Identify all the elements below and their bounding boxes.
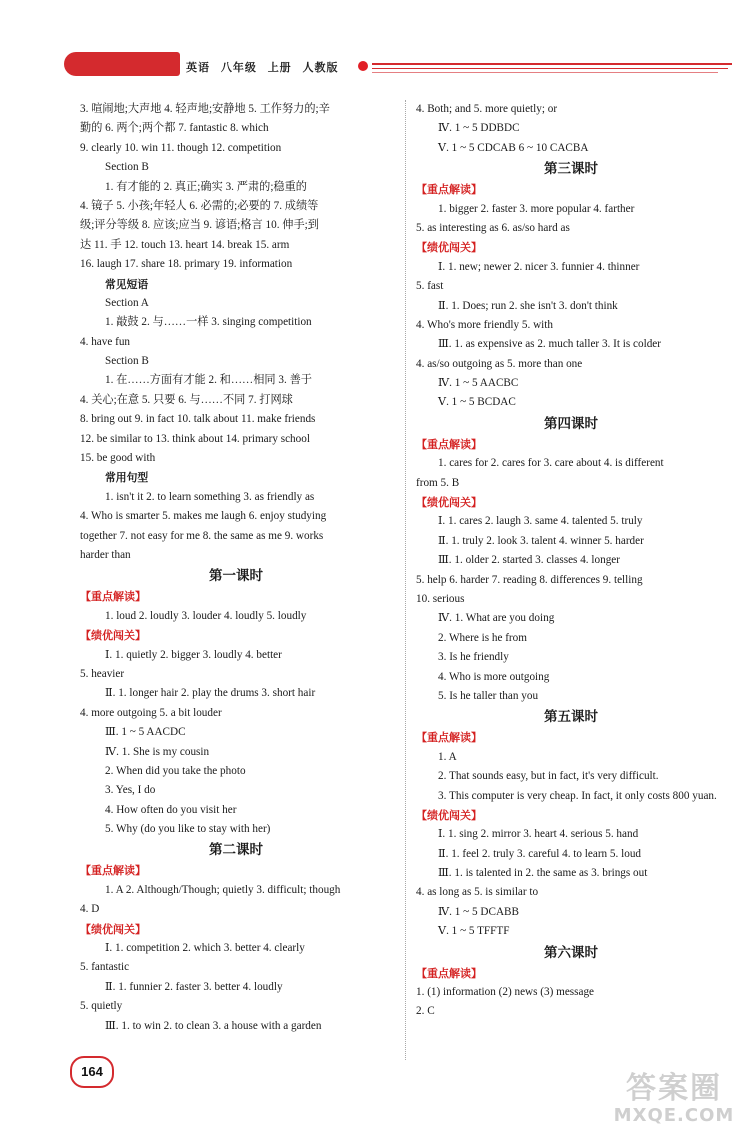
answer-line: Ⅱ. 1. truly 2. look 3. talent 4. winner 5. harder — [438, 534, 644, 547]
answer-line: 1. loud 2. loudly 3. louder 4. loudly 5. loudly — [105, 609, 307, 622]
answer-line: Ⅳ. 1 ~ 5 DDBDC — [438, 122, 520, 135]
answer-column-right — [416, 100, 726, 1022]
series-badge — [64, 52, 180, 76]
section-label: 【重点解读】 — [416, 966, 482, 980]
answer-line: 达 11. 手 12. touch 13. heart 14. break 15. arm — [80, 238, 290, 251]
answer-line: 4. as/so outgoing as 5. more than one — [416, 357, 583, 370]
column-divider — [405, 100, 406, 1060]
page-number: 164 — [81, 1064, 103, 1079]
answer-line: Ⅰ. 1. sing 2. mirror 3. heart 4. serious 5. hand — [438, 828, 639, 841]
answer-line: 1. A — [438, 750, 457, 763]
answer-line: 12. be similar to 13. think about 14. primary school — [80, 432, 310, 445]
answer-line: Ⅳ. 1. She is my cousin — [105, 745, 210, 758]
answer-line: Ⅰ. 1. new; newer 2. nicer 3. funnier 4. thinner — [438, 260, 640, 273]
answer-line: Ⅰ. 1. competition 2. which 3. better 4. clearly — [105, 942, 305, 955]
volume-label: 上册 — [267, 61, 292, 74]
answer-line: 15. be good with — [80, 452, 156, 465]
grade-label: 八年级 — [220, 61, 257, 74]
answer-line: Ⅴ. 1 ~ 5 BCDAC — [438, 396, 516, 409]
section-label: 【绩优闯关】 — [416, 808, 482, 822]
answer-line: 4. Both; and 5. more quietly; or — [416, 103, 558, 115]
answer-line: from 5. B — [416, 476, 460, 489]
lesson-heading: 第五课时 — [544, 709, 598, 726]
answer-line: Ⅲ. 1. older 2. started 3. classes 4. longer — [438, 554, 620, 567]
answer-line: together 7. not easy for me 8. the same as me 9. works — [80, 529, 324, 542]
answer-line: 3. Is he friendly — [438, 651, 509, 664]
section-label: 【重点解读】 — [80, 864, 146, 878]
answer-line: 4. D — [80, 903, 100, 916]
answer-line: 5. Is he taller than you — [438, 689, 539, 702]
site-watermark — [604, 1072, 744, 1128]
answer-line: 4. more outgoing 5. a bit louder — [80, 706, 222, 719]
answer-line: 勤的 6. 两个;两个都 7. fantastic 8. which — [80, 122, 269, 135]
header-rule-1 — [372, 63, 732, 65]
category-heading: 常用句型 — [105, 471, 149, 485]
answer-line: Ⅲ. 1. is talented in 2. the same as 3. brings out — [438, 867, 648, 880]
watermark-url: MXQE.COM — [613, 1105, 735, 1126]
header-dot — [358, 61, 368, 71]
answer-line: 5. fast — [416, 280, 444, 293]
answer-line: 8. bring out 9. in fact 10. talk about 11. make friends — [80, 413, 316, 426]
page-number-badge — [70, 1056, 112, 1086]
answer-line: Ⅰ. 1. quietly 2. bigger 3. loudly 4. better — [105, 648, 282, 661]
answer-line: 3. 喧闹地;大声地 4. 轻声地;安静地 5. 工作努力的;辛 — [80, 103, 330, 115]
answer-line: 5. help 6. harder 7. reading 8. differences 9. telling — [416, 573, 643, 586]
answer-line: 4. 关心;在意 5. 只要 6. 与……不同 7. 打网球 — [80, 393, 293, 406]
section-label: 【绩优闯关】 — [416, 241, 482, 255]
answer-line: 级;评分等级 8. 应该;应当 9. 谚语;格言 10. 伸手;到 — [80, 219, 319, 232]
lesson-heading: 第三课时 — [544, 161, 598, 178]
lesson-heading: 第六课时 — [544, 944, 598, 961]
section-label: 【绩优闯关】 — [416, 496, 482, 510]
answer-line: Ⅲ. 1. as expensive as 2. much taller 3. It is colder — [438, 338, 661, 351]
page-header — [0, 0, 750, 90]
answer-line: 3. Yes, I do — [105, 784, 156, 797]
answer-line: 4. Who is more outgoing — [438, 670, 550, 683]
answer-line: 1. cares for 2. cares for 3. care about 4. is different — [438, 457, 664, 470]
answer-line: 4. have fun — [80, 335, 131, 348]
answer-line: Section B — [105, 355, 149, 368]
section-label: 【绩优闯关】 — [80, 629, 146, 643]
section-label: 【重点解读】 — [416, 437, 482, 451]
lesson-heading: 第二课时 — [209, 842, 263, 859]
answer-line: 5. heavier — [80, 667, 125, 680]
header-rule-2 — [372, 68, 728, 69]
answer-line: 1. bigger 2. faster 3. more popular 4. farther — [438, 202, 635, 215]
answer-line: Ⅲ. 1. to win 2. to clean 3. a house with a garden — [105, 1019, 322, 1032]
edition-label: 人教版 — [302, 61, 339, 74]
answer-line: Ⅱ. 1. funnier 2. faster 3. better 4. loudly — [105, 980, 283, 993]
answer-line: 2. C — [416, 1005, 435, 1018]
answer-line: Section A — [105, 296, 149, 309]
answer-line: 9. clearly 10. win 11. though 12. competition — [80, 141, 282, 154]
answer-line: 2. That sounds easy, but in fact, it's very difficult. — [438, 770, 659, 783]
answer-line: 10. serious — [416, 592, 465, 605]
answer-line: Ⅴ. 1 ~ 5 CDCAB 6 ~ 10 CACBA — [438, 141, 589, 154]
answer-line: 2. Where is he from — [438, 631, 527, 644]
answer-line: Ⅳ. 1 ~ 5 DCABB — [438, 905, 519, 918]
answer-line: 2. When did you take the photo — [105, 764, 246, 777]
answer-line: Ⅳ. 1 ~ 5 AACBC — [438, 377, 519, 390]
answer-column-left — [80, 100, 392, 1036]
category-heading: 常见短语 — [105, 277, 149, 291]
answer-line: 1. isn't it 2. to learn something 3. as friendly as — [105, 490, 315, 503]
section-label: 【重点解读】 — [416, 731, 482, 745]
answer-line: Ⅱ. 1. feel 2. truly 3. careful 4. to learn 5. loud — [438, 847, 642, 860]
answer-line: Section B — [105, 161, 149, 174]
header-rule-3 — [372, 72, 718, 73]
section-label: 【绩优闯关】 — [80, 922, 146, 936]
answer-line: 16. laugh 17. share 18. primary 19. information — [80, 258, 293, 271]
answer-line: 4. as long as 5. is similar to — [416, 886, 539, 899]
answer-line: 1. (1) information (2) news (3) message — [416, 986, 595, 999]
answer-line: 5. Why (do you like to stay with her) — [105, 823, 271, 836]
lesson-heading: 第一课时 — [209, 568, 263, 585]
answer-line: 4. 镜子 5. 小孩;年轻人 6. 必需的;必要的 7. 成绩等 — [80, 199, 319, 212]
answer-line: 5. as interesting as 6. as/so hard as — [416, 221, 570, 234]
answer-line: Ⅱ. 1. longer hair 2. play the drums 3. short hair — [105, 687, 316, 700]
subject-label: 英语 — [186, 61, 210, 74]
answer-line: Ⅰ. 1. cares 2. laugh 3. same 4. talented 5. truly — [438, 515, 643, 528]
answer-line: 3. This computer is very cheap. In fact, it only costs 800 yuan. — [438, 789, 717, 802]
subject-info — [186, 59, 339, 75]
section-label: 【重点解读】 — [416, 183, 482, 197]
answer-line: Ⅳ. 1. What are you doing — [438, 612, 555, 625]
watermark-logo: 答案圈 — [626, 1071, 722, 1106]
lesson-heading: 第四课时 — [544, 415, 598, 432]
answer-line: Ⅴ. 1 ~ 5 TFFTF — [438, 925, 510, 938]
answer-line: 4. Who's more friendly 5. with — [416, 318, 553, 331]
answer-line: Ⅲ. 1 ~ 5 AACDC — [105, 726, 186, 739]
answer-line: 4. Who is smarter 5. makes me laugh 6. enjoy studying — [80, 510, 327, 523]
section-label: 【重点解读】 — [80, 590, 146, 604]
answer-line: Ⅱ. 1. Does; run 2. she isn't 3. don't think — [438, 299, 618, 312]
answer-line: 1. 有才能的 2. 真正;确实 3. 严肃的;稳重的 — [105, 180, 307, 193]
answer-line: 1. A 2. Although/Though; quietly 3. difficult; though — [105, 883, 341, 896]
answer-line: 5. quietly — [80, 1000, 123, 1013]
answer-line: 1. 在……方面有才能 2. 和……相同 3. 善于 — [105, 374, 312, 387]
answer-line: 5. fantastic — [80, 961, 130, 974]
answer-line: 1. 敲鼓 2. 与……一样 3. singing competition — [105, 316, 312, 329]
answer-line: 4. How often do you visit her — [105, 803, 237, 816]
answer-line: harder than — [80, 548, 131, 561]
